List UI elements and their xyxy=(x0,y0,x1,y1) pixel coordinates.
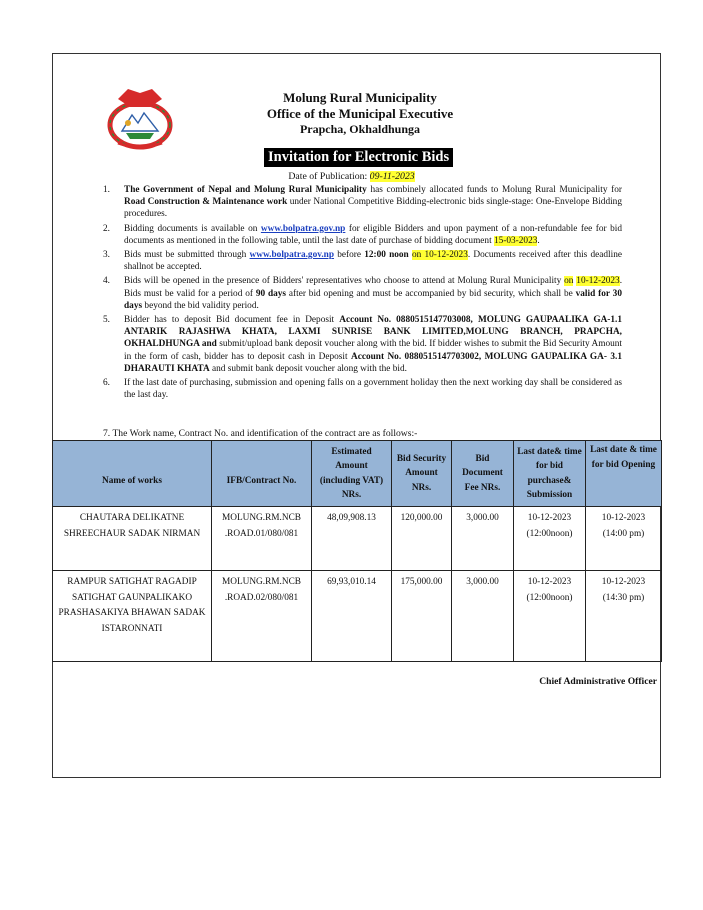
purchase-deadline-cell xyxy=(514,571,586,662)
bolpatra-link[interactable]: www.bolpatra.gov.np xyxy=(260,223,346,234)
work-name: RAMPUR SATIGHAT RAGADIP SATIGHAT GAUNPALIKAKO PRASHASAKIYA BHAWAN SADAK ISTARONNATI xyxy=(53,571,212,662)
clause-text: has combinely allocated funds to Molung Rural Municipality for xyxy=(366,185,622,195)
opening-cell xyxy=(586,571,662,662)
clause-number: 3. xyxy=(103,250,110,261)
clause-number: 5. xyxy=(103,315,110,326)
clause-text: . Documents received after this deadline shallnot be accepted. xyxy=(124,250,622,273)
submission-deadline: on 10-12-2023 xyxy=(411,250,468,261)
clause-text: Bids must be submitted through xyxy=(124,250,250,261)
opening-date: 10-12-2023 xyxy=(601,513,646,523)
contract-no: MOLUNG.RM.NCB .ROAD.02/080/081 xyxy=(212,571,312,662)
notice-title: Invitation for Electronic Bids xyxy=(264,148,453,167)
contracts-table xyxy=(52,440,662,662)
purchase-time: (12:00noon) xyxy=(526,592,573,603)
table-header-row xyxy=(53,441,662,507)
clause-bold: Account No. 0880515147703002, MOLUNG GAUPALIKA GA- 3.1 DHARAUTI KHATA xyxy=(124,351,622,374)
clause-bold: Road Construction & Maintenance work xyxy=(124,197,288,208)
table-row xyxy=(53,571,662,662)
clause-text: and submit bank deposit voucher along with the bid. xyxy=(209,363,407,374)
clause-3 xyxy=(100,249,622,273)
clause-bold: 90 days xyxy=(255,288,287,299)
municipality-name: Molung Rural Municipality xyxy=(283,90,437,105)
nepal-emblem-icon xyxy=(104,85,176,151)
purchase-date: 10-12-2023 xyxy=(527,577,572,587)
bid-security: 120,000.00 xyxy=(392,507,452,571)
clause-number: 2. xyxy=(103,223,110,234)
bid-security: 175,000.00 xyxy=(392,571,452,662)
clause-4 xyxy=(100,275,622,312)
purchase-deadline: 15-03-2023 xyxy=(493,235,538,246)
contract-no: MOLUNG.RM.NCB .ROAD.01/080/081 xyxy=(212,507,312,571)
purchase-time: (12:00noon) xyxy=(526,528,573,539)
clause-text: after bid opening and must be accompanied by bid security, which shall be xyxy=(286,288,576,299)
publication-date-line xyxy=(0,171,703,182)
column-header: Bid Security Amount NRs. xyxy=(392,441,452,507)
opening-date: 10-12-2023 xyxy=(576,276,620,287)
office-name: Office of the Municipal Executive xyxy=(266,106,454,121)
clause-5 xyxy=(100,314,622,375)
clause-text: . Bids must be valid for a period of xyxy=(124,276,623,299)
clause-bold: The Government of Nepal and Molung Rural Municipality xyxy=(124,185,367,195)
estimated-amount: 69,93,010.14 xyxy=(312,571,392,662)
column-header: Bid Document Fee NRs. xyxy=(452,441,514,507)
table-row xyxy=(53,507,662,571)
clause-text: Bidder has to deposit Bid document fee in Deposit xyxy=(124,315,340,326)
clause-text: If the last date of purchasing, submission and opening falls on a government holiday then the next working day shall be considered as the last day. xyxy=(124,378,622,401)
column-header: Last date& time for bid purchase& Submission xyxy=(514,441,586,507)
publication-date: 09-11-2023 xyxy=(369,171,415,182)
clause-text: before xyxy=(334,250,365,261)
bolpatra-link[interactable]: www.bolpatra.gov.np xyxy=(249,250,335,261)
column-header: Name of works xyxy=(53,441,212,507)
clause-7 xyxy=(103,428,417,439)
clause-bold: valid for 30 days xyxy=(124,288,622,311)
office-address: Prapcha, Okhaldhunga xyxy=(299,122,421,136)
clause-text: The Work name, Contract No. and identification of the contract are as follows:- xyxy=(112,428,418,439)
purchase-deadline-cell xyxy=(514,507,586,571)
clause-text: Bidding documents is available on xyxy=(124,223,261,234)
clause-number: 1. xyxy=(103,185,110,195)
work-name: CHAUTARA DELIKATNE SHREECHAUR SADAK NIRMAN xyxy=(53,507,212,571)
clause-number: 7. xyxy=(103,428,111,439)
clause-bold: Account No. 0880515147703008, MOLUNG GAUPAALIKA GA-1.1 ANTARIK RAJASHWA KHATA, LAXMI SUNRISE BANK LIMITED,MOLUNG BRANCH, PRAPCHA, OKHALDHUNGA and xyxy=(124,315,622,350)
clause-bold: 12:00 noon xyxy=(364,250,409,261)
clause-number: 6. xyxy=(103,378,110,389)
publication-label: Date of Publication: xyxy=(288,171,370,182)
signature-title: Chief Administrative Officer xyxy=(539,676,657,687)
clause-2 xyxy=(100,223,622,247)
purchase-date: 10-12-2023 xyxy=(527,513,572,523)
document-fee: 3,000.00 xyxy=(452,571,514,662)
clause-6 xyxy=(100,377,622,401)
opening-time: (14:30 pm) xyxy=(602,592,645,603)
opening-date-prefix: on xyxy=(564,276,574,287)
clause-text: . xyxy=(537,235,540,246)
column-header: Estimated Amount (including VAT) NRs. xyxy=(312,441,392,507)
column-header: Last date & time for bid Opening xyxy=(586,441,662,507)
document-fee: 3,000.00 xyxy=(452,507,514,571)
estimated-amount: 48,09,908.13 xyxy=(312,507,392,571)
clause-text: Bids will be opened in the presence of Bidders' representatives who choose to attend at Molung Rural Municipality xyxy=(124,276,565,287)
clause-number: 4. xyxy=(103,276,110,287)
column-header: IFB/Contract No. xyxy=(212,441,312,507)
clause-text: beyond the bid validity period. xyxy=(142,300,259,311)
opening-time: (14:00 pm) xyxy=(602,528,645,539)
clause-text: for eligible Bidders and upon payment of a non-refundable fee for bid documents as mentioned in the following table, until the last date of purchase of bidding document xyxy=(124,223,622,246)
clause-text: submit/upload bank deposit voucher along with the bid. If bidder wishes to submit the Bid Security Amount in the form of cash, bidder has to deposit cash in Deposit xyxy=(124,339,622,362)
opening-date: 10-12-2023 xyxy=(601,577,646,587)
clause-1 xyxy=(100,184,622,221)
bid-clauses xyxy=(100,184,622,403)
clause-text: under National Competitive Bidding-electronic bids single-stage: One-Envelope Bidding procedures. xyxy=(124,197,622,220)
opening-cell xyxy=(586,507,662,571)
